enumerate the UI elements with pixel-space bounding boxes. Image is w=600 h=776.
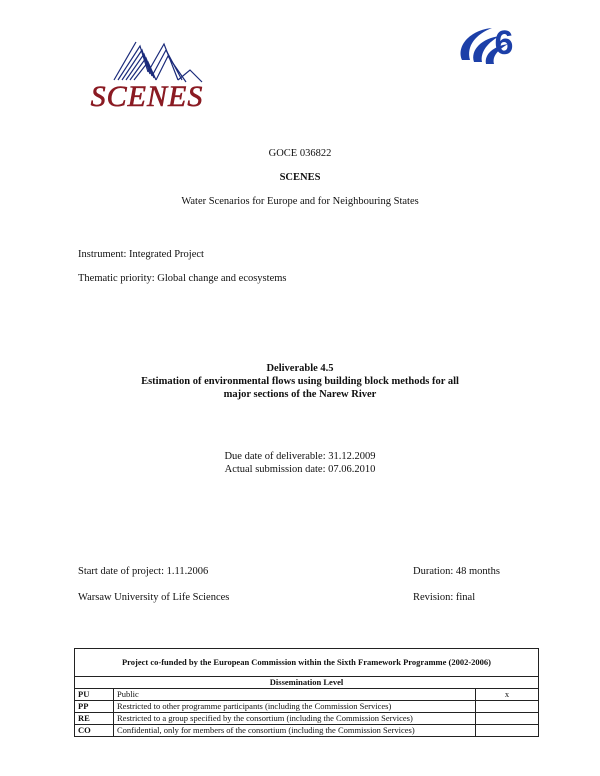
table-row: [75, 689, 539, 701]
scenes-logo-text: SCENES: [90, 80, 204, 113]
duration: Duration: 48 months: [413, 566, 500, 577]
row-description: Confidential, only for members of the consortium (including the Commission Services): [114, 725, 476, 737]
row-description: Restricted to other programme participants (including the Commission Services): [114, 701, 476, 713]
row-description: Public: [114, 689, 476, 701]
deliverable-number: Deliverable 4.5: [266, 363, 334, 374]
project-acronym: SCENES: [279, 172, 321, 183]
instrument: Instrument: Integrated Project: [78, 249, 204, 260]
row-code: PU: [75, 689, 114, 701]
fp6-logo-number: 6: [494, 24, 514, 62]
scenes-logo-stripes: [114, 42, 202, 82]
row-mark: [476, 725, 539, 737]
scenes-logo: [78, 40, 216, 118]
row-mark: x: [476, 689, 539, 701]
table-row: [75, 725, 539, 737]
due-date: Due date of deliverable: 31.12.2009: [224, 451, 376, 462]
deliverable-title-line2: major sections of the Narew River: [223, 389, 377, 400]
row-mark: [476, 713, 539, 725]
row-code: PP: [75, 701, 114, 713]
deliverable-title-line1: Estimation of environmental flows using building block methods for all: [141, 376, 459, 387]
organisation: Warsaw University of Life Sciences: [78, 592, 230, 603]
row-description: Restricted to a group specified by the consortium (including the Commission Services): [114, 713, 476, 725]
fp6-logo: [452, 20, 522, 68]
table-row: [75, 713, 539, 725]
row-code: RE: [75, 713, 114, 725]
row-code: CO: [75, 725, 114, 737]
start-date: Start date of project: 1.11.2006: [78, 566, 209, 577]
table-row: [75, 701, 539, 713]
dissemination-level-header: Dissemination Level: [75, 677, 539, 689]
row-mark: [476, 701, 539, 713]
project-title: Water Scenarios for Europe and for Neighbouring States: [181, 196, 419, 207]
table-section-row: [75, 677, 539, 689]
submission-date: Actual submission date: 07.06.2010: [224, 464, 376, 475]
thematic-priority: Thematic priority: Global change and ecosystems: [78, 273, 287, 284]
contract-number: GOCE 036822: [268, 148, 332, 159]
table-title: Project co-funded by the European Commission within the Sixth Framework Programme (2002-2006): [75, 649, 539, 677]
revision: Revision: final: [413, 592, 476, 603]
table-title-row: [75, 649, 539, 677]
dissemination-table: [74, 648, 539, 737]
